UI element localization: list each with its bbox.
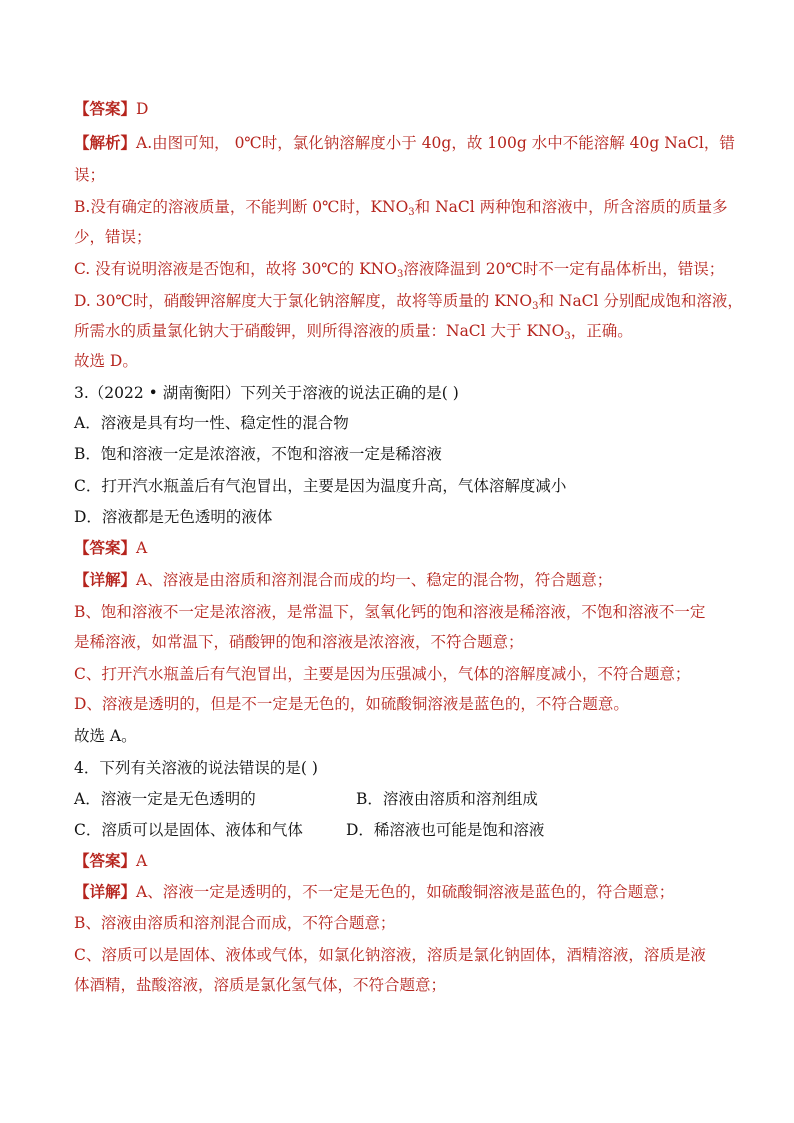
- subscript: 3: [532, 301, 539, 312]
- q3-detail-line-1: [74, 569, 734, 591]
- q4-option-d: D．稀溶液也可能是饱和溶液: [346, 821, 545, 839]
- q4-option-a: A．溶液一定是无色透明的: [74, 790, 256, 808]
- q4-option-b: B．溶液由溶质和溶剂组成: [356, 790, 538, 808]
- analysis-text-b1-post: 和 NaCl 两种饱和溶液中，所含溶质的质量多: [414, 198, 728, 216]
- subscript: 3: [564, 331, 571, 342]
- q3-answer-line: [74, 537, 734, 559]
- detail-text-a: A、溶液一定是透明的，不一定是无色的，如硫酸铜溶液是蓝色的，符合题意；: [136, 883, 675, 901]
- q2-conclusion: 故选 D。: [74, 352, 138, 370]
- q2-analysis-line-3: [74, 196, 734, 218]
- q3-detail-line-3: 是稀溶液，如常温下，硝酸钾的饱和溶液是浓溶液，不符合题意；: [74, 633, 524, 651]
- q2-analysis-line-2: 误；: [74, 166, 106, 184]
- detail-label: 【详解】: [74, 570, 137, 589]
- q3-option-d: D．溶液都是无色透明的液体: [74, 508, 273, 526]
- q4-detail-line-4: 体酒精，盐酸溶液，溶质是氯化氢气体，不符合题意；: [74, 976, 447, 994]
- q2-analysis-line-5: [74, 258, 734, 280]
- answer-value: A: [136, 539, 148, 557]
- analysis-text-d2-pre: 所需水的质量氯化钠大于硝酸钾，则所得溶液的质量：NaCl 大于 KNO: [74, 322, 565, 340]
- q3-option-a: A．溶液是具有均一性、稳定性的混合物: [74, 414, 349, 432]
- answer-value: A: [136, 852, 148, 870]
- analysis-text-c-pre: C. 没有说明溶液是否饱和，故将 30℃的 KNO: [74, 260, 397, 278]
- detail-text-a: A、溶液是由溶质和溶剂混合而成的均一、稳定的混合物，符合题意；: [136, 571, 613, 589]
- q2-analysis-line-7: [74, 320, 734, 342]
- answer-label: 【答案】: [74, 851, 137, 870]
- q3-stem: 3.（2022 • 湖南衡阳）下列关于溶液的说法正确的是( ): [74, 384, 459, 402]
- q4-detail-line-3: C、溶质可以是固体、液体或气体，如氯化钠溶液，溶质是氯化钠固体，酒精溶液，溶质是液: [74, 946, 706, 964]
- q4-answer-line: [74, 850, 734, 872]
- q3-option-c: C．打开汽水瓶盖后有气泡冒出，主要是因为温度升高，气体溶解度减小: [74, 477, 567, 495]
- q4-option-c: C．溶质可以是固体、液体和气体: [74, 821, 303, 839]
- answer-label: 【答案】: [74, 99, 137, 118]
- analysis-text-d1-post: 和 NaCl 分别配成饱和溶液，: [538, 292, 743, 310]
- q3-conclusion: 故选 A。: [74, 727, 137, 745]
- q4-detail-line-1: [74, 881, 734, 903]
- q4-detail-line-2: B、溶液由溶质和溶剂混合而成，不符合题意；: [74, 914, 396, 932]
- q3-detail-line-2: B、饱和溶液不一定是浓溶液，是常温下，氢氧化钙的饱和溶液是稀溶液，不饱和溶液不一定: [74, 603, 706, 621]
- q3-option-b: B．饱和溶液一定是浓溶液，不饱和溶液一定是稀溶液: [74, 445, 442, 463]
- analysis-label: 【解析】: [74, 133, 137, 152]
- analysis-text-d2-post: ，正确。: [570, 322, 633, 340]
- q4-stem: 4．下列有关溶液的说法错误的是( ): [74, 759, 318, 777]
- q2-answer-line: [74, 98, 734, 120]
- q2-analysis-line-4: 少，错误；: [74, 228, 152, 246]
- analysis-text-b1-pre: B.没有确定的溶液质量，不能判断 0℃时，KNO: [74, 198, 409, 216]
- answer-label: 【答案】: [74, 538, 137, 557]
- detail-label: 【详解】: [74, 882, 137, 901]
- q2-analysis-line-6: [74, 290, 743, 312]
- subscript: 3: [396, 269, 404, 280]
- q3-detail-line-5: D、溶液是透明的，但是不一定是无色的，如硫酸铜溶液是蓝色的，不符合题意。: [74, 695, 629, 713]
- subscript: 3: [408, 207, 415, 218]
- answer-value: D: [136, 100, 149, 118]
- analysis-text-a1: A.由图可知， 0℃时，氯化钠溶解度小于 40g，故 100g 水中不能溶解 40g NaCl，错: [136, 134, 735, 152]
- analysis-text-d1-pre: D. 30℃时，硝酸钾溶解度大于氯化钠溶解度，故将等质量的 KNO: [74, 292, 533, 310]
- q3-detail-line-4: C、打开汽水瓶盖后有气泡冒出，主要是因为压强减小，气体的溶解度减小，不符合题意；: [74, 665, 691, 683]
- analysis-text-c-post: 溶液降温到 20℃时不一定有晶体析出，错误；: [403, 260, 725, 278]
- q2-analysis-line-1: [74, 132, 734, 154]
